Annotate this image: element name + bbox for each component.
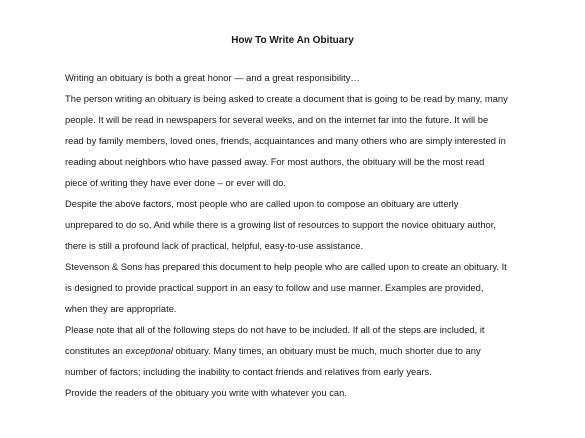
body-line: when they are appropriate. xyxy=(65,303,177,314)
exceptional-emphasis: exceptional xyxy=(125,345,173,356)
document-title: How To Write An Obituary xyxy=(231,35,354,46)
body-line: is designed to provide practical support in an easy to follow and use manner. Examples are provided, xyxy=(65,282,484,293)
body-line: Writing an obituary is both a great honor — and a great responsibility… xyxy=(65,72,360,83)
body-line: Please note that all of the following steps do not have to be included. If all of the steps are included, it xyxy=(65,324,485,335)
exceptional-line-before: constitutes an xyxy=(65,345,126,356)
body-line: Provide the readers of the obituary you write with whatever you can. xyxy=(65,387,347,398)
body-line: people. It will be read in newspapers for several weeks, and on the internet far into the future. It will be xyxy=(65,114,489,125)
body-line-exceptional xyxy=(65,340,535,361)
body-line: number of factors; including the inability to contact friends and relatives from early years. xyxy=(65,366,432,377)
body-line: reading about neighbors who have passed away. For most authors, the obituary will be the most read xyxy=(65,156,485,167)
body-line: The person writing an obituary is being asked to create a document that is going to be read by many, many xyxy=(65,93,508,104)
body-line: unprepared to do so. And while there is a growing list of resources to support the novice obituary author, xyxy=(65,219,496,230)
body-line: there is still a profound lack of practical, helpful, easy-to-use assistance. xyxy=(65,240,364,251)
body-line: Despite the above factors, most people who are called upon to compose an obituary are utterly xyxy=(65,198,459,209)
body-line: read by family members, loved ones, friends, acquaintances and many others who are simply interested in xyxy=(65,135,506,146)
body-line: piece of writing they have ever done – or ever will do. xyxy=(65,177,286,188)
body-line: Stevenson & Sons has prepared this document to help people who are called upon to create an obituary. It xyxy=(65,261,507,272)
exceptional-line-after: obituary. Many times, an obituary must be much, much shorter due to any xyxy=(172,345,481,356)
document-body xyxy=(65,67,535,403)
